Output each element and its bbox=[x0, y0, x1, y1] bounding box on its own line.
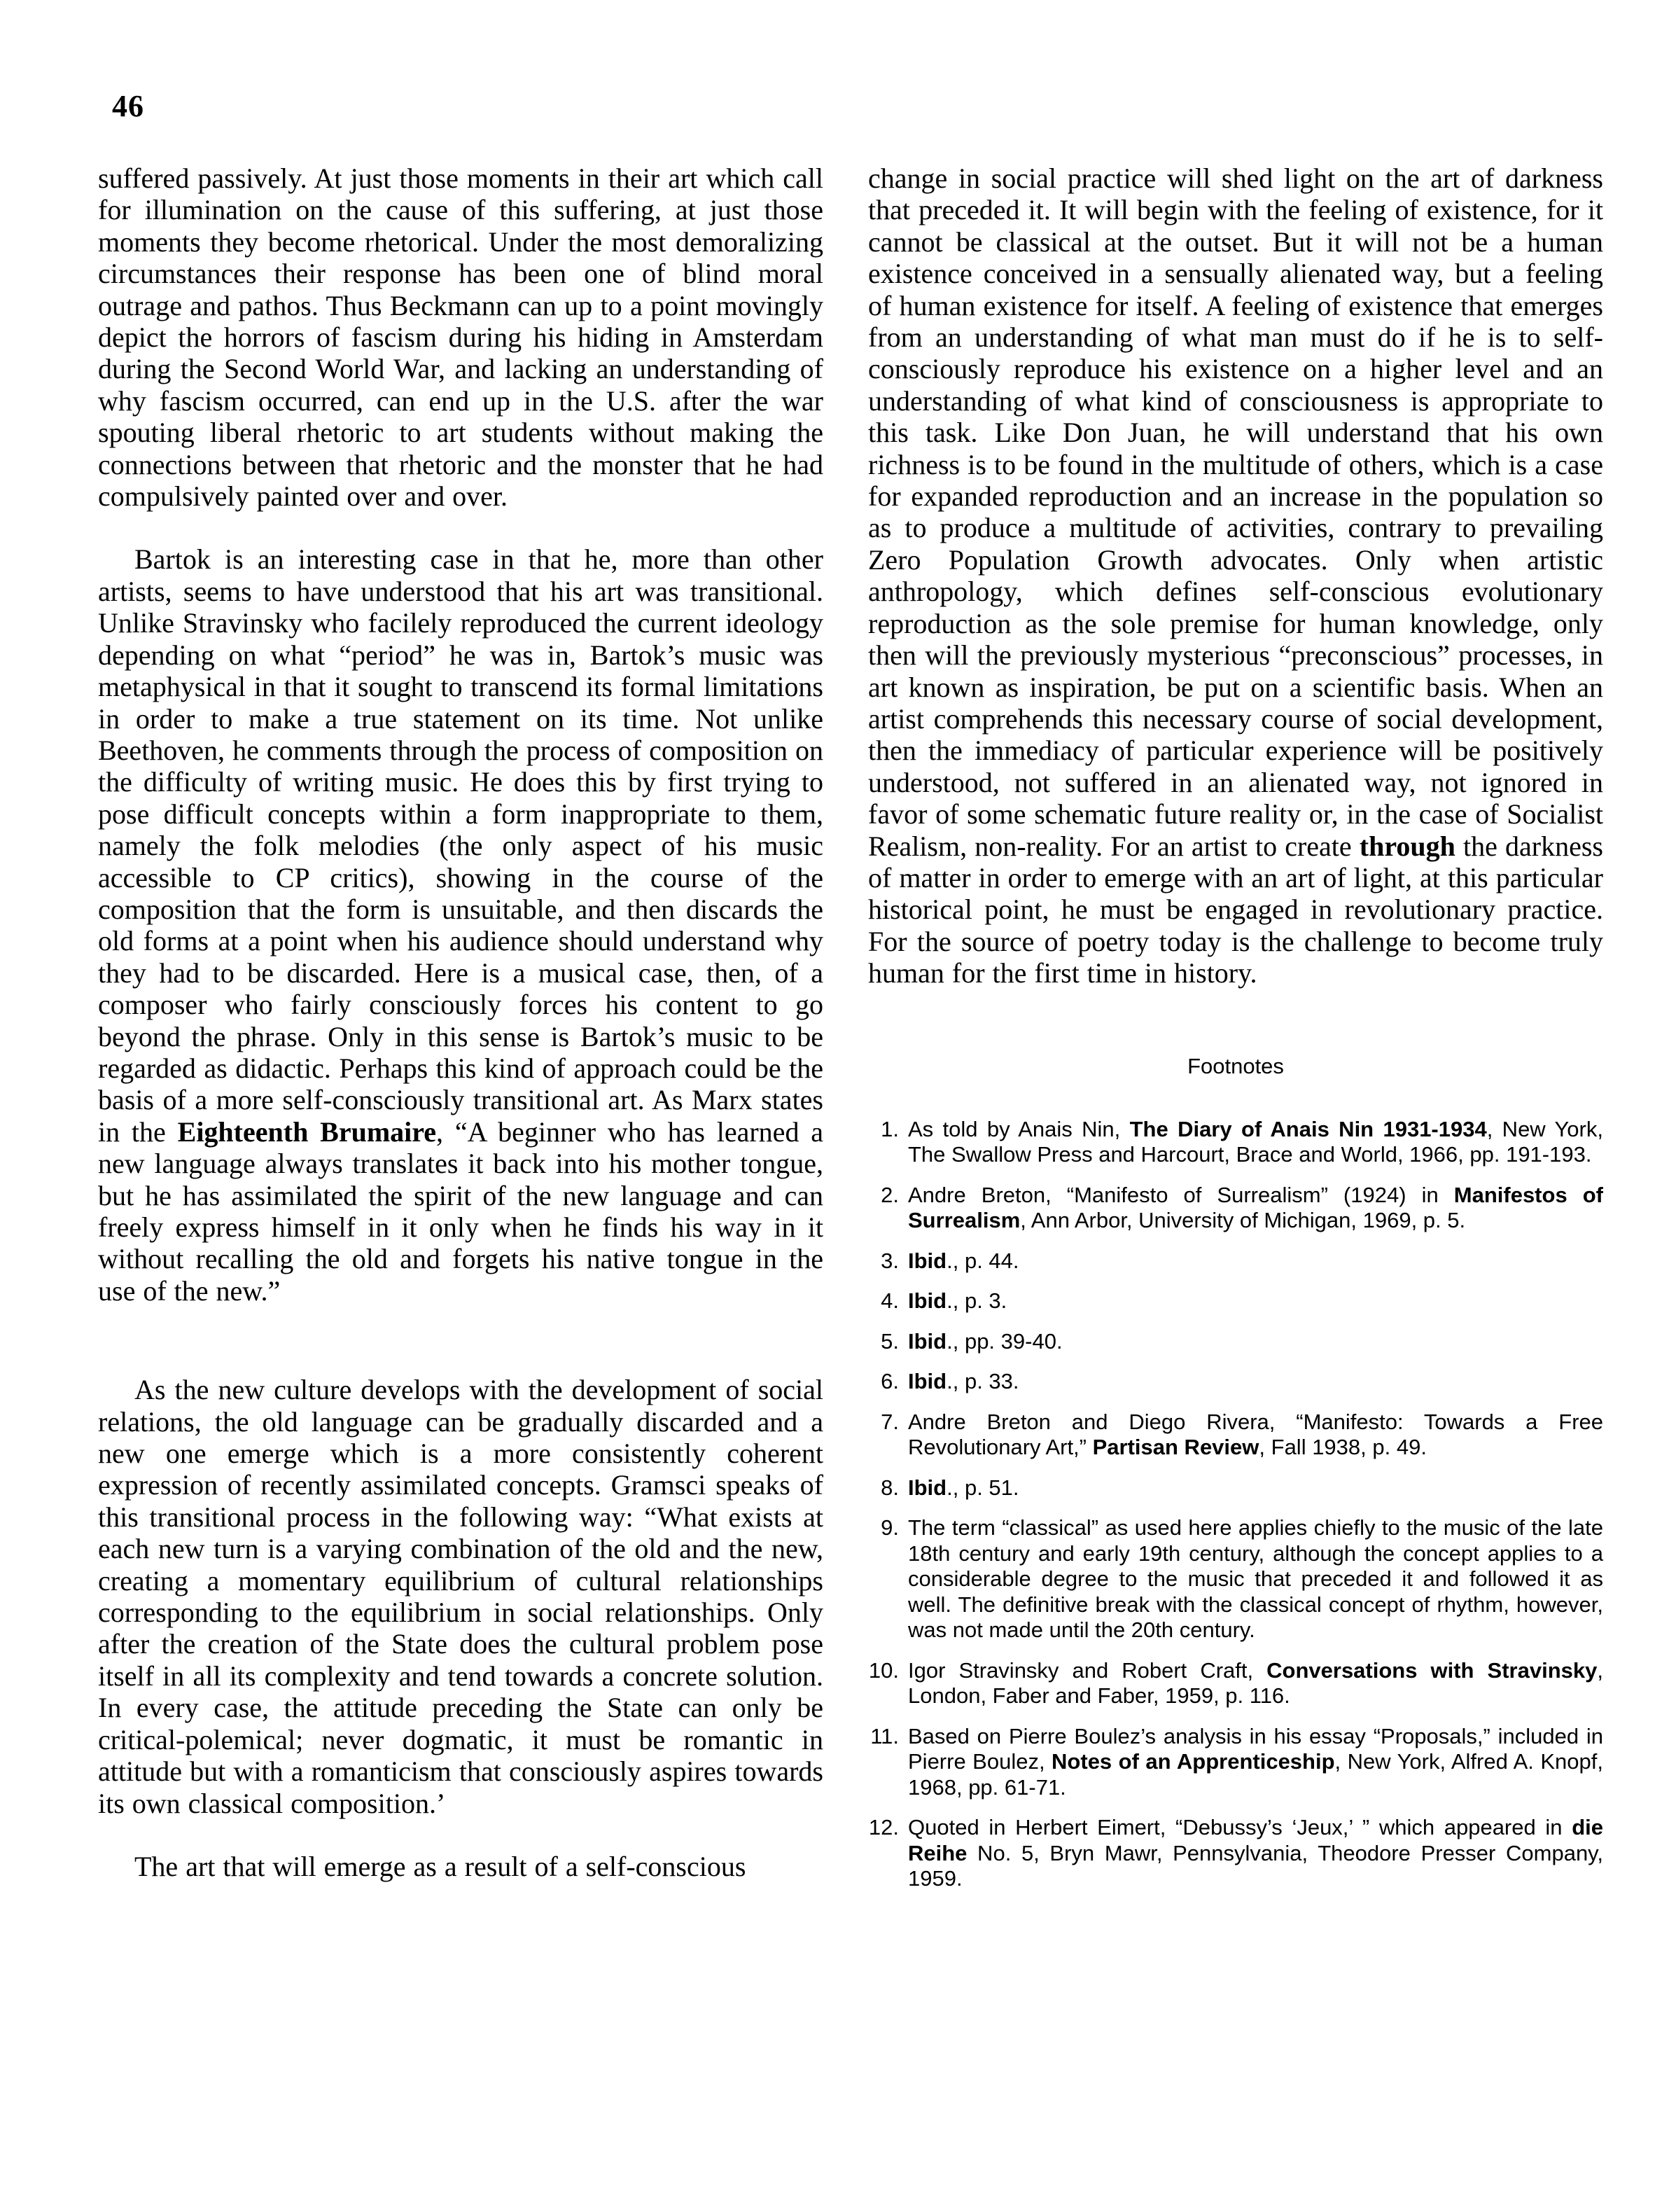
footnote-number: 11. bbox=[870, 1723, 899, 1748]
text-segment: change in social practice will shed light on the art of darkness that preceded it. It will begin with the feeling of existence, for it cannot be classical at the outset. But it will not be a human existence conceived in a sensually alienated way, but a feeling of human existence for itself. A feeling of existence that emerges from an understanding of what man must do if he is to self-consciously reproduce his existence on a higher level and an understanding of what kind of consciousness is appropriate to this task. Like Don Juan, he will understand that his own richness is to be found in the multitude of others, which is a case for expanded reproduction and an increase in the population so as to produce a multitude of activities, contrary to prevailing Zero Population Growth advocates. Only when artistic anthropology, which defines self-conscious evolutionary reproduction as the sole premise for human knowledge, only then will the previously mysterious “preconscious” processes, in art known as inspiration, be put on a scientific basis. When an artist comprehends this necessary course of social development, then the immediacy of particular experience will be positively understood, not suffered in an alienated way, not ignored in favor of some schematic future reality or, in the case of Socialist Realism, non-reality. For an artist to create bbox=[868, 162, 1603, 862]
right-column-text bbox=[868, 162, 1603, 989]
footnote-text bbox=[908, 1658, 1603, 1709]
text-segment: Bartok is an interesting case in that he, more than other artists, seems to have understood that his art was transitional. Unlike Stravinsky who facilely reproduced the current ideology depending on what “period” he was in, Bartok’s music was metaphysical in that it sought to transcend its formal limitations in order to make a true statement on its time. Not unlike Beethoven, he comments through the process of composition on the difficulty of writing music. He does this by first trying to pose difficult concepts within a form inappropriate to them, namely the folk melodies (the only aspect of his music accessible to CP critics), showing in the course of the composition that the form is unsuitable, and then discards the old forms at a point when his audience should understand why they had to be discarded. Here is a musical case, then, of a composer who fairly consciously forces his content to go beyond the phrase. Only in this sense is Bartok’s music to be regarded as didactic. Perhaps this kind of approach could be the basis of a more self-consciously transitional art. As Marx states in the bbox=[98, 543, 823, 1148]
footnote-text bbox=[908, 1410, 1603, 1461]
footnote-number: 10. bbox=[868, 1657, 899, 1683]
footnote-item bbox=[868, 1815, 1603, 1892]
page-number: 46 bbox=[112, 89, 144, 123]
text-segment: Quoted in Herbert Eimert, “Debussy’s ‘Jeux,’ ” which appeared in bbox=[908, 1815, 1572, 1840]
footnote-number: 7. bbox=[881, 1409, 899, 1434]
footnote-item bbox=[868, 1183, 1603, 1234]
text-segment: ., pp. 39-40. bbox=[947, 1328, 1063, 1354]
text-segment: ., p. 44. bbox=[947, 1248, 1019, 1273]
text-segment: The term “classical” as used here applies chiefly to the music of the late 18th century and early 19th century, although the concept applies to a considerable degree to the music that preceded it and followed it as well. The definitive break with the classical concept of rhythm, however, was not made until the 20th century. bbox=[908, 1515, 1603, 1643]
text-segment-bold: The Diary of Anais Nin 1931-1934 bbox=[1129, 1116, 1487, 1141]
text-segment-bold: Partisan Review bbox=[1092, 1435, 1259, 1460]
footnote-number: 2. bbox=[881, 1182, 899, 1207]
text-segment-bold: Ibid bbox=[908, 1369, 947, 1394]
footnote-text bbox=[908, 1475, 1603, 1501]
footnote-item bbox=[868, 1288, 1603, 1314]
footnote-item bbox=[868, 1117, 1603, 1168]
footnote-text bbox=[908, 1117, 1603, 1168]
footnotes-heading: Footnotes bbox=[1187, 1053, 1284, 1078]
text-segment: As the new culture develops with the development of social relations, the old language can be gradually discarded and a new one emerge which is a more consistently coherent expression of recently assimilated concepts. Gramsci speaks of this transitional process in the following way: “What exists at each new turn is a varying combination of the old and the new, creating a momentary equilibrium of cultural relationships corresponding to the equilibrium in social relationships. Only after the creation of the State does the cultural problem pose itself in all its complexity and tend towards a concrete solution. In every case, the attitude preceding the State can only be critical-polemical; never dogmatic, it must be romantic in attitude but with a romanticism that consciously aspires towards its own classical composition.’ bbox=[98, 1374, 823, 1819]
text-segment-bold: Manifestos of Surrealism bbox=[908, 1182, 1603, 1233]
text-segment: No. 5, Bryn Mawr, Pennsylvania, Theodore Presser Company, 1959. bbox=[908, 1840, 1603, 1891]
footnote-number: 5. bbox=[881, 1328, 899, 1354]
footnote-item bbox=[868, 1410, 1603, 1461]
footnote-number: 9. bbox=[881, 1515, 899, 1540]
text-segment: , Fall 1938, p. 49. bbox=[1259, 1435, 1427, 1460]
para-art-emerge bbox=[98, 1851, 823, 1882]
footnote-text bbox=[908, 1369, 1603, 1395]
text-segment: ., p. 3. bbox=[947, 1288, 1007, 1314]
footnote-item bbox=[868, 1658, 1603, 1709]
text-segment: Based on Pierre Boulez’s analysis in his essay “Proposals,” included in Pierre Boulez, bbox=[908, 1723, 1603, 1774]
left-column bbox=[98, 162, 823, 1882]
para-beckmann bbox=[98, 162, 823, 512]
footnote-text bbox=[908, 1815, 1603, 1892]
right-column bbox=[868, 162, 1603, 1892]
footnote-text bbox=[908, 1329, 1603, 1355]
footnote-item bbox=[868, 1248, 1603, 1274]
footnote-text bbox=[908, 1724, 1603, 1801]
text-segment: Igor Stravinsky and Robert Craft, bbox=[908, 1657, 1267, 1683]
footnote-text bbox=[908, 1515, 1603, 1643]
text-segment-bold: Notes of an Apprenticeship bbox=[1052, 1749, 1335, 1774]
footnote-number: 1. bbox=[881, 1116, 899, 1141]
text-segment-bold: Ibid bbox=[908, 1328, 947, 1354]
footnote-item bbox=[868, 1724, 1603, 1801]
footnotes-list bbox=[868, 1117, 1603, 1892]
footnote-number: 6. bbox=[881, 1369, 899, 1394]
text-segment-bold: Ibid bbox=[908, 1248, 947, 1273]
text-segment: As told by Anais Nin, bbox=[908, 1116, 1130, 1141]
footnote-item bbox=[868, 1329, 1603, 1355]
text-segment: , New York, Alfred A. Knopf, 1968, pp. 61-71. bbox=[908, 1749, 1603, 1800]
text-segment-bold: through bbox=[1359, 830, 1455, 862]
footnote-number: 3. bbox=[881, 1248, 899, 1273]
text-segment-bold: Ibid bbox=[908, 1475, 947, 1500]
text-segment: ., p. 33. bbox=[947, 1369, 1019, 1394]
text-segment-bold: die Reihe bbox=[908, 1815, 1603, 1865]
footnote-text bbox=[908, 1288, 1603, 1314]
text-segment: Andre Breton and Diego Rivera, “Manifesto: Towards a Free Revolutionary Art,” bbox=[908, 1409, 1603, 1460]
text-segment: the darkness of matter in order to emerge with an art of light, at this particular historical point, he must be engaged in revolutionary practice. For the source of poetry today is the challenge to become truly human for the first time in history. bbox=[868, 830, 1603, 989]
text-segment: , London, Faber and Faber, 1959, p. 116. bbox=[908, 1657, 1603, 1709]
footnote-number: 12. bbox=[868, 1815, 899, 1840]
text-segment-bold: Conversations with Stravinsky bbox=[1266, 1657, 1598, 1683]
footnote-item bbox=[868, 1369, 1603, 1395]
text-segment: , Ann Arbor, University of Michigan, 1969, p. 5. bbox=[1020, 1208, 1466, 1233]
footnote-number: 8. bbox=[881, 1475, 899, 1500]
text-segment-bold: Ibid bbox=[908, 1288, 947, 1314]
text-segment: suffered passively. At just those moments in their art which call for illumination on the cause of this suffering, at just those moments they become rhetorical. Under the most demoralizing circumstances their response has been one of blind moral outrage and pathos. Thus Beckmann can up to a point movingly depict the horrors of fascism during his hiding in Amsterdam during the Second World War, and lacking an understanding of why fascism occurred, can end up in the U.S. after the war spouting liberal rhetoric to art students without making the connections between that rhetoric and the monster that he had compulsively painted over and over. bbox=[98, 162, 823, 513]
text-segment: ., p. 51. bbox=[947, 1475, 1019, 1500]
footnote-text bbox=[908, 1248, 1603, 1274]
text-segment: The art that will emerge as a result of a self-conscious bbox=[134, 1850, 746, 1882]
text-segment-bold: Eighteenth Brumaire bbox=[177, 1115, 437, 1148]
footnote-item bbox=[868, 1515, 1603, 1643]
text-segment: Andre Breton, “Manifesto of Surrealism” (1924) in bbox=[908, 1182, 1454, 1207]
footnote-item bbox=[868, 1475, 1603, 1501]
text-segment: , New York, The Swallow Press and Harcourt, Brace and World, 1966, pp. 191-193. bbox=[908, 1116, 1603, 1167]
footnote-text bbox=[908, 1183, 1603, 1234]
text-segment: , “A beginner who has learned a new language always translates it back into his mother tongue, but he has assimilated the spirit of the new language and can freely express himself in it only when he finds his way in it without recalling the old and forgets his native tongue in the use of the new.” bbox=[98, 1115, 824, 1307]
para-change-social-practice bbox=[868, 162, 1603, 989]
footnote-number: 4. bbox=[881, 1288, 899, 1314]
para-gramsci bbox=[98, 1374, 823, 1819]
para-bartok bbox=[98, 543, 823, 1307]
